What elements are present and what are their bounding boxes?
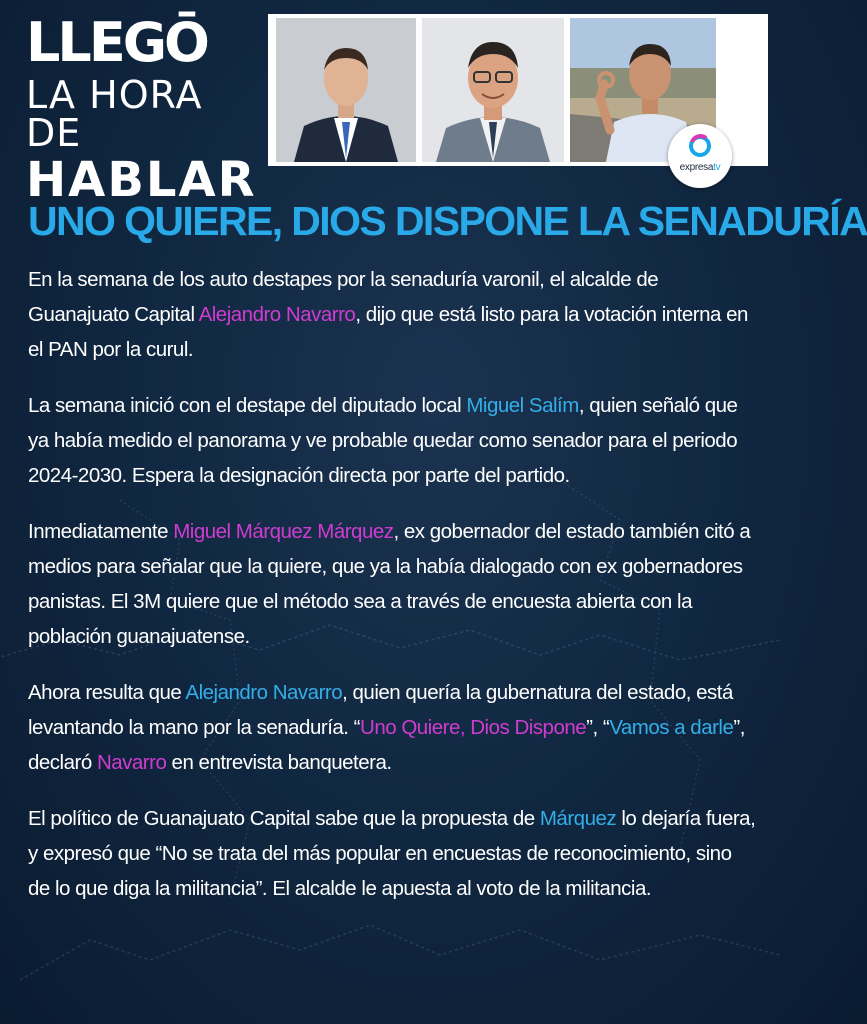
logo-line-1: LLEGŌ (26, 11, 207, 74)
logo-line-3: HABLAR (26, 152, 257, 208)
paragraph-1: En la semana de los auto destapes por la senaduría varonil, el alcalde de Guanajuato Capital Alejandro Navarro, dijo que está listo para la votación interna en el PAN por la curul. (28, 268, 748, 361)
highlight-quote: Uno Quiere, Dios Dispone (360, 716, 587, 739)
expresatv-wordmark: expresatv (679, 162, 721, 173)
highlight-name: Márquez (539, 807, 617, 830)
highlight-name: Navarro (96, 751, 167, 774)
highlight-name: Alejandro Navarro (198, 303, 356, 326)
article-body (28, 262, 758, 927)
paragraph-2: La semana inició con el destape del diputado local Miguel Salím, quien señaló que ya había medido el panorama y ve probable quedar como senador para el periodo 2024-2030. Espera la designación directa por parte del partido. (28, 394, 738, 487)
expresatv-logo (668, 124, 732, 188)
highlight-name: Alejandro Navarro (185, 681, 343, 704)
article-headline: UNO QUIERE, DIOS DISPONE LA SENADURÍA (28, 198, 867, 244)
program-logo (26, 11, 257, 208)
highlight-quote: Vamos a darle (609, 716, 734, 739)
highlight-name: Miguel Márquez Márquez (173, 520, 394, 543)
expresatv-swirl-icon (688, 134, 712, 160)
paragraph-3: Inmediatamente Miguel Márquez Márquez, ex gobernador del estado también citó a medios para señalar que la quiere, que ya la había dialogado con ex gobernadores panistas. El 3M quiere que el método sea a través de encuesta abierta con la población guanajuatense. (28, 520, 751, 648)
photo-politician-1 (276, 18, 416, 162)
photo-politician-2 (422, 18, 564, 162)
highlight-name: Miguel Salím (466, 394, 579, 417)
logo-line-2: LA HORA DE (26, 73, 203, 155)
paragraph-5: El político de Guanajuato Capital sabe que la propuesta de Márquez lo dejaría fuera, y expresó que “No se trata del más popular en encuestas de reconocimiento, sino de lo que diga la militancia”. El alcalde le apuesta al voto de la militancia. (28, 807, 756, 900)
paragraph-4: Ahora resulta que Alejandro Navarro, quien quería la gubernatura del estado, está levantando la mano por la senaduría. “Uno Quiere, Dios Dispone”, “Vamos a darle”, declaró Navarro en entrevista banquetera. (28, 681, 745, 774)
